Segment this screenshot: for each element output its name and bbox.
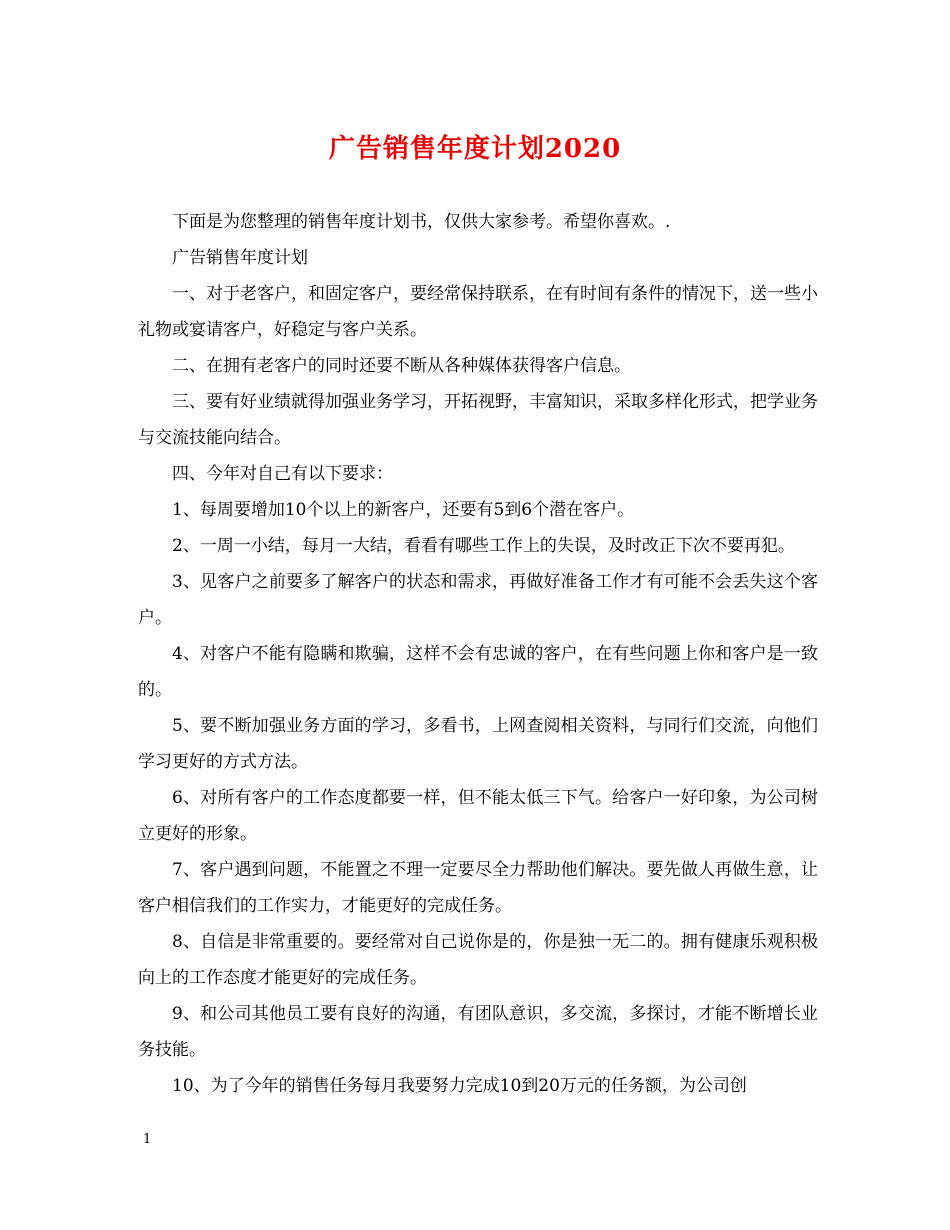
paragraph-requirement-9: 9、和公司其他员工要有良好的沟通，有团队意识，多交流，多探讨，才能不断增长业务技能。	[138, 1004, 818, 1060]
paragraph-item-3: 三、要有好业绩就得加强业务学习，开拓视野，丰富知识，采取多样化形式，把学业务与交流技能向结合。	[138, 392, 818, 448]
paragraph-requirement-3: 3、见客户之前要多了解客户的状态和需求，再做好准备工作才有可能不会丢失这个客户。	[138, 572, 818, 628]
paragraph-requirement-7: 7、客户遇到问题，不能置之不理一定要尽全力帮助他们解决。要先做人再做生意，让客户相信我们的工作实力，才能更好的完成任务。	[138, 860, 818, 916]
paragraph-subtitle: 广告销售年度计划	[172, 248, 308, 268]
paragraph-intro: 下面是为您整理的销售年度计划书，仅供大家参考。希望你喜欢。.	[172, 212, 671, 232]
paragraph-requirement-4: 4、对客户不能有隐瞒和欺骗，这样不会有忠诚的客户，在有些问题上你和客户是一致的。	[138, 644, 818, 700]
document-title: 广告销售年度计划2020	[328, 134, 622, 164]
paragraph-requirement-5: 5、要不断加强业务方面的学习，多看书，上网查阅相关资料，与同行们交流，向他们学习更好的方式方法。	[138, 716, 818, 772]
paragraph-requirement-10: 10、为了今年的销售任务每月我要努力完成10到20万元的任务额，为公司创	[172, 1076, 747, 1096]
paragraph-item-1: 一、对于老客户，和固定客户，要经常保持联系，在有时间有条件的情况下，送一些小礼物或宴请客户，好稳定与客户关系。	[138, 284, 818, 340]
paragraph-requirement-2: 2、一周一小结，每月一大结，看看有哪些工作上的失误，及时改正下次不要再犯。	[172, 536, 795, 556]
paragraph-requirement-6: 6、对所有客户的工作态度都要一样，但不能太低三下气。给客户一好印象，为公司树立更好的形象。	[138, 788, 818, 844]
page-number: 1	[143, 1132, 152, 1147]
document-body	[138, 204, 818, 1104]
paragraph-item-4: 四、今年对自己有以下要求：	[172, 464, 393, 484]
paragraph-requirement-8: 8、自信是非常重要的。要经常对自己说你是的，你是独一无二的。拥有健康乐观积极向上的工作态度才能更好的完成任务。	[138, 932, 818, 988]
paragraph-requirement-1: 1、每周要增加10个以上的新客户，还要有5到6个潜在客户。	[172, 500, 635, 520]
paragraph-item-2: 二、在拥有老客户的同时还要不断从各种媒体获得客户信息。	[172, 356, 631, 376]
